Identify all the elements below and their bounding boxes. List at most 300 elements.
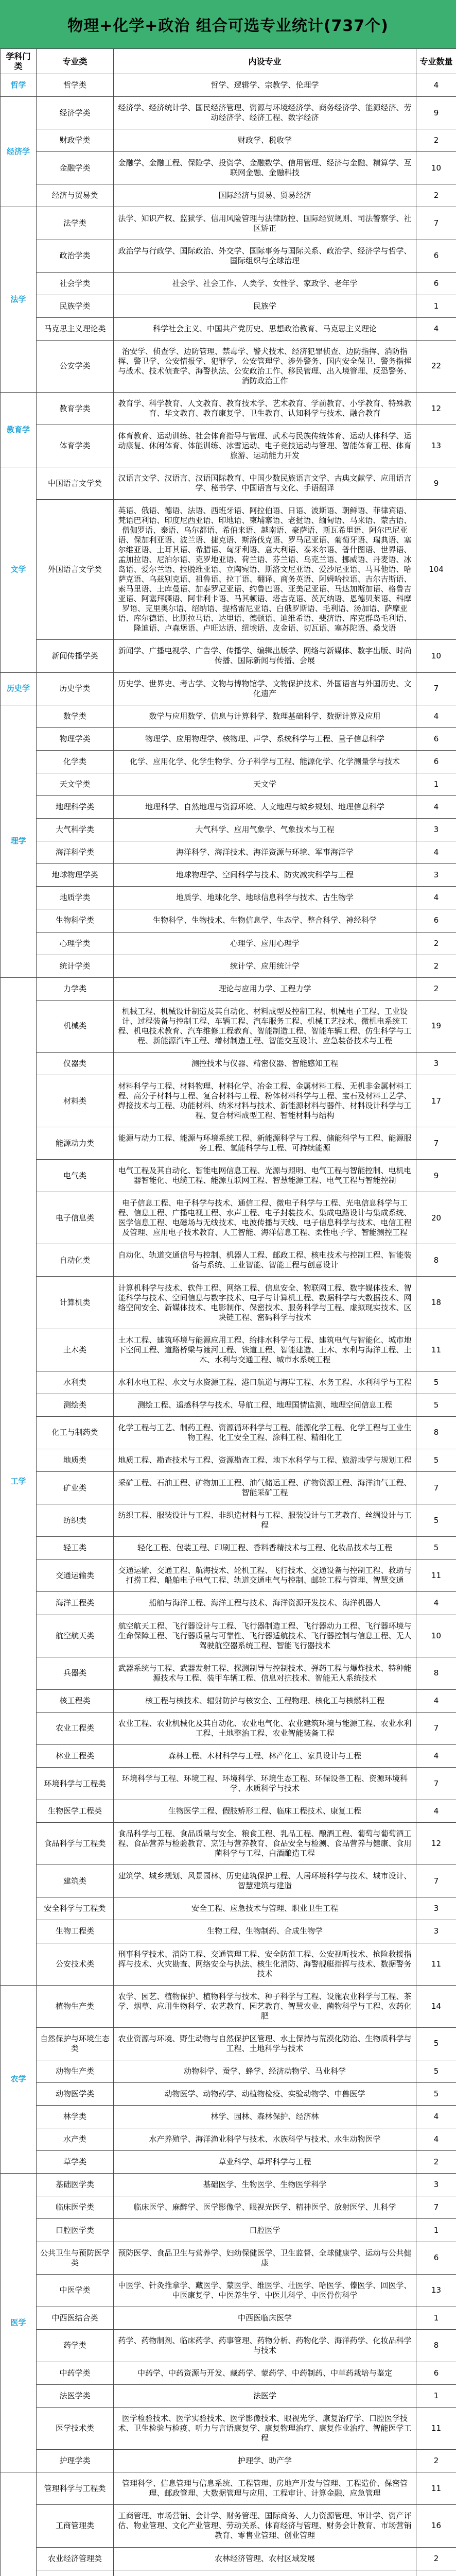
majors-cell: 地质学、地球化学、地球信息科学与技术、古生物学 <box>114 887 416 909</box>
header-count: 专业数量 <box>416 49 456 74</box>
table-row <box>1 2128 456 2151</box>
majors-cell: 食品科学与工程、食品质量与安全、粮食工程、乳品工程、酿酒工程、葡萄与葡萄酒工程、食品营养与检验教育、烹饪与营养教育、食品安全与检测、食品营养与健康、食用菌科学与工程、白酒酿造工程 <box>114 1823 416 1865</box>
majors-cell: 建筑学、城乡规划、风景园林、历史建筑保护工程、人居环境科学与技术、城市设计、智慧建筑与建造 <box>114 1865 416 1897</box>
table-row <box>1 672 456 705</box>
major-class-cell: 统计学类 <box>37 955 114 977</box>
table-row <box>1 1712 456 1744</box>
table-row <box>1 2385 456 2408</box>
majors-cell: 船舶与海洋工程、海洋工程与技术、海洋资源开发技术、海洋机器人 <box>114 1592 416 1615</box>
majors-cell: 森林工程、木材科学与工程、林产化工、家具设计与工程 <box>114 1744 416 1767</box>
majors-cell: 电子信息工程、电子科学与技术、通信工程、微电子科学与工程、光电信息科学与工程、信息工程、广播电视工程、水声工程、电子封装技术、集成电路设计与集成系统、医学信息工程、电磁场与无线技术、电波传播与天线、电子信息科学与技术、电信工程及管理、应用电子技术教育、人工智能、海洋信息工程、柔性电子学、智能测控工程 <box>114 1192 416 1244</box>
count-cell: 4 <box>416 317 456 340</box>
major-class-cell: 地球物理学类 <box>37 864 114 887</box>
majors-cell: 化学、应用化学、化学生物学、分子科学与工程、能源化学、化学测量学与技术 <box>114 750 416 773</box>
count-cell: 10 <box>416 640 456 672</box>
majors-cell: 社会学、社会工作、人类学、女性学、家政学、老年学 <box>114 272 416 295</box>
majors-cell: 天文学 <box>114 773 416 795</box>
major-class-cell: 心理学类 <box>37 932 114 955</box>
count-cell: 2 <box>416 129 456 152</box>
major-class-cell: 自然保护与环境生态类 <box>37 2027 114 2060</box>
count-cell: 1 <box>416 2307 456 2329</box>
majors-cell: 化学工程与工艺、制药工程、资源循环科学与工程、能源化学工程、化学工程与工业生物工程、化工安全工程、涂料工程、精细化工 <box>114 1416 416 1449</box>
majors-cell: 采矿工程、石油工程、矿物加工工程、油气储运工程、矿物资源工程、海洋油气工程、智能采矿工程 <box>114 1472 416 1504</box>
major-class-cell: 农业工程类 <box>37 1712 114 1744</box>
major-class-cell: 草学类 <box>37 2151 114 2174</box>
major-statistics-table <box>0 48 456 2576</box>
count-cell: 4 <box>416 795 456 818</box>
count-cell: 4 <box>416 2128 456 2151</box>
table-row <box>1 1744 456 1767</box>
table-row <box>1 977 456 1000</box>
discipline-cell: 法学 <box>1 207 37 393</box>
table-row <box>1 74 456 97</box>
table-row <box>1 1052 456 1075</box>
major-class-cell: 核工程类 <box>37 1689 114 1712</box>
majors-cell: 财政学、税收学 <box>114 129 416 152</box>
major-class-cell: 地质类 <box>37 1449 114 1471</box>
major-class-cell: 数学类 <box>37 705 114 727</box>
major-class-cell: 林业工程类 <box>37 1744 114 1767</box>
table-row <box>1 1075 456 1127</box>
header-row <box>1 49 456 74</box>
table-row <box>1 1472 456 1504</box>
majors-cell: 民族学 <box>114 295 416 317</box>
major-class-cell: 口腔医学类 <box>37 2219 114 2242</box>
count-cell: 11 <box>416 2472 456 2505</box>
majors-cell: 纺织工程、服装设计与工程、非织造材料与工程、服装设计与工艺教育、丝绸设计与工程 <box>114 1504 416 1537</box>
count-cell: 7 <box>416 1127 456 1160</box>
table-row <box>1 295 456 317</box>
majors-cell: 科学社会主义、中国共产党历史、思想政治教育、马克思主义理论 <box>114 317 416 340</box>
table-row <box>1 1823 456 1865</box>
major-class-cell: 自动化类 <box>37 1244 114 1277</box>
table-row <box>1 2174 456 2196</box>
table-row <box>1 932 456 955</box>
major-class-cell: 医学技术类 <box>37 2408 114 2450</box>
count-cell: 1 <box>416 2385 456 2408</box>
major-class-cell: 中国语言文学类 <box>37 467 114 500</box>
count-cell: 2 <box>416 977 456 1000</box>
count-cell: 7 <box>416 2196 456 2219</box>
header-discipline: 学科门类 <box>1 49 37 74</box>
majors-cell: 水产养殖学、海洋渔业科学与技术、水族科学与技术、水生动物医学 <box>114 2128 416 2151</box>
major-class-cell: 测绘类 <box>37 1394 114 1416</box>
discipline-cell: 理学 <box>1 705 37 977</box>
table-row <box>1 1767 456 1800</box>
count-cell: 17 <box>416 1075 456 1127</box>
table-row <box>1 2027 456 2060</box>
table-row <box>1 1920 456 1943</box>
major-class-cell: 外国语言文学类 <box>37 500 114 640</box>
majors-cell: 测控技术与仪器、精密仪器、智能感知工程 <box>114 1052 416 1075</box>
majors-cell: 刑事科学技术、消防工程、交通管理工程、安全防范工程、公安视听技术、抢险救援指挥与技术、火灾勘查、网络安全与执法、核生化消防、海警舰艇指挥与技术、数据警务技术 <box>114 1943 416 1985</box>
major-class-cell: 地质学类 <box>37 887 114 909</box>
discipline-cell: 历史学 <box>1 672 37 705</box>
table-row <box>1 207 456 240</box>
table-row <box>1 1560 456 1592</box>
major-class-cell: 中西医结合类 <box>37 2307 114 2329</box>
count-cell: 7 <box>416 672 456 705</box>
majors-cell: 交通运输、交通工程、航海技术、轮机工程、飞行技术、交通设备与控制工程、救助与打捞工程、船舶电子电气工程、轨道交通电气与控制、邮轮工程与管理、智慧交通 <box>114 1560 416 1592</box>
majors-cell: 材料科学与工程、材料物理、材料化学、冶金工程、金属材料工程、无机非金属材料工程、高分子材料与工程、复合材料与工程、粉体材料科学与工程、宝石及材料工艺学、焊接技术与工程、功能材料、纳米材料与技术、新能源材料与器件、材料设计科学与工程、复合材料成型工程、智能材料与结构 <box>114 1075 416 1127</box>
table-row <box>1 1657 456 1689</box>
majors-cell: 草业科学、草坪科学与工程 <box>114 2151 416 2174</box>
table-row <box>1 1504 456 1537</box>
major-class-cell: 能源动力类 <box>37 1127 114 1160</box>
major-class-cell: 机械类 <box>37 1000 114 1052</box>
count-cell: 3 <box>416 864 456 887</box>
majors-cell: 核工程与核技术、辐射防护与核安全、工程物理、核化工与核燃料工程 <box>114 1689 416 1712</box>
majors-cell: 临床医学、麻醉学、医学影像学、眼视光医学、精神医学、放射医学、儿科学 <box>114 2196 416 2219</box>
majors-cell: 海洋科学、海洋技术、海洋资源与环境、军事海洋学 <box>114 841 416 864</box>
table-row <box>1 500 456 640</box>
major-class-cell: 动物生产类 <box>37 2060 114 2082</box>
majors-cell: 历史学、世界史、考古学、文物与博物馆学、文物保护技术、外国语言与外国历史、文化遗产 <box>114 672 416 705</box>
majors-cell: 心理学、应用心理学 <box>114 932 416 955</box>
count-cell: 104 <box>416 500 456 640</box>
majors-cell: 治安学、侦查学、边防管理、禁毒学、警犬技术、经济犯罪侦查、边防指挥、消防指挥、警卫学、公安情报学、犯罪学、公安管理学、涉外警务、国内安全保卫、警务指挥与战术、技术侦查学、海警执法、公安政治工作、移民管理、出入境管理、反恐警务、消防政治工作 <box>114 340 416 392</box>
count-cell: 12 <box>416 1823 456 1865</box>
table-row <box>1 1592 456 1615</box>
majors-cell: 农业工程、农业机械化及其自动化、农业电气化、农业建筑环境与能源工程、农业水利工程、土地整治工程、农业智能装备工程 <box>114 1712 416 1744</box>
count-cell: 9 <box>416 97 456 129</box>
major-class-cell: 环境科学与工程类 <box>37 1767 114 1800</box>
table-row <box>1 640 456 672</box>
majors-cell: 护理学、助产学 <box>114 2450 416 2472</box>
table-row <box>1 467 456 500</box>
header-major-class: 专业类 <box>37 49 114 74</box>
majors-cell: 林学、园林、森林保护、经济林 <box>114 2106 416 2128</box>
table-row <box>1 152 456 184</box>
majors-cell: 中药学、中药资源与开发、藏药学、蒙药学、中药制药、中草药栽培与鉴定 <box>114 2362 416 2384</box>
majors-cell: 航空航天工程、飞行器设计与工程、飞行器制造工程、飞行器动力工程、飞行器环境与生命保障工程、飞行器质量与可靠性、飞行器适航技术、飞行器控制与信息工程、无人驾驶航空器系统工程、智能飞行器技术 <box>114 1615 416 1657</box>
table-row <box>1 1277 456 1329</box>
table-row <box>1 1897 456 1920</box>
major-class-cell <box>37 2570 114 2576</box>
majors-cell: 水利水电工程、水文与水资源工程、港口航道与海岸工程、水务工程、水利科学与工程 <box>114 1371 416 1394</box>
table-row <box>1 1615 456 1657</box>
count-cell: 6 <box>416 240 456 272</box>
major-class-cell: 中医学类 <box>37 2274 114 2307</box>
majors-cell: 农学、园艺、植物保护、植物科学与技术、种子科学与工程、设施农业科学与工程、茶学、烟草、应用生物科学、农艺教育、园艺教育、智慧农业、菌物科学与工程、农药化肥 <box>114 1985 416 2027</box>
majors-cell: 土木工程、建筑环境与能源应用工程、给排水科学与工程、建筑电气与智能化、城市地下空间工程、道路桥梁与渡河工程、铁道工程、智能建造、土木、水利与海洋工程、土木、水利与交通工程、城市水系统工程 <box>114 1329 416 1371</box>
table-row <box>1 841 456 864</box>
majors-cell: 轻化工程、包装工程、印刷工程、香料香精技术与工程、化妆品技术与工程 <box>114 1537 416 1560</box>
majors-cell: 经济学、经济统计学、国民经济管理、资源与环境经济学、商务经济学、能源经济、劳动经济学、经济工程、数字经济 <box>114 97 416 129</box>
count-cell: 1 <box>416 295 456 317</box>
table-row <box>1 2408 456 2450</box>
count-cell: 13 <box>416 425 456 467</box>
count-cell: 9 <box>416 1160 456 1192</box>
table-row <box>1 2082 456 2105</box>
table-row <box>1 1192 456 1244</box>
majors-cell: 体育教育、运动训练、社会体育指导与管理、武术与民族传统体育、运动人体科学、运动康复、休闲体育、体能训练、冰雪运动、电子竞技运动与管理、智能体育工程、体育旅游、运动能力开发 <box>114 425 416 467</box>
table-row <box>1 184 456 207</box>
major-class-cell: 矿业类 <box>37 1472 114 1504</box>
count-cell: 4 <box>416 74 456 97</box>
table-row <box>1 2307 456 2329</box>
majors-cell: 金融学、金融工程、保险学、投资学、金融数学、信用管理、经济与金融、精算学、互联网金融、金融科技 <box>114 152 416 184</box>
count-cell: 18 <box>416 1277 456 1329</box>
major-class-cell: 护理学类 <box>37 2450 114 2472</box>
major-class-cell: 经济学类 <box>37 97 114 129</box>
majors-cell: 教育学、科学教育、人文教育、教育技术学、艺术教育、学前教育、小学教育、特殊教育、华文教育、教育康复学、卫生教育、认知科学与技术、融合教育 <box>114 393 416 425</box>
major-class-cell: 化工与制药类 <box>37 1416 114 1449</box>
table-row <box>1 1537 456 1560</box>
count-cell: 5 <box>416 1537 456 1560</box>
table-row <box>1 864 456 887</box>
majors-cell: 中医学、针灸推拿学、藏医学、蒙医学、维医学、壮医学、哈医学、傣医学、回医学、中医康复学、中医养生学、中医儿科学、中医骨伤科学 <box>114 2274 416 2307</box>
majors-cell: 能源与动力工程、能源与环境系统工程、新能源科学与工程、储能科学与工程、能源服务工程、氢能科学与工程、可持续能源 <box>114 1127 416 1160</box>
count-cell: 4 <box>416 1744 456 1767</box>
major-class-cell: 新闻传播学类 <box>37 640 114 672</box>
table-row <box>1 393 456 425</box>
table-row <box>1 1000 456 1052</box>
majors-cell: 英语、俄语、德语、法语、西班牙语、阿拉伯语、日语、波斯语、朝鲜语、菲律宾语、梵语巴利语、印度尼西亚语、印地语、柬埔寨语、老挝语、缅甸语、马来语、蒙古语、僧伽罗语、泰语、乌尔都语、希伯来语、越南语、豪萨语、斯瓦希里语、阿尔巴尼亚语、保加利亚语、波兰语、捷克语、斯洛伐克语、罗马尼亚语、葡萄牙语、瑞典语、塞尔维亚语、土耳其语、希腊语、匈牙利语、意大利语、泰米尔语、普什图语、世界语、孟加拉语、尼泊尔语、克罗地亚语、荷兰语、芬兰语、乌克兰语、挪威语、丹麦语、冰岛语、爱尔兰语、拉脱维亚语、立陶宛语、斯洛文尼亚语、爱沙尼亚语、马耳他语、哈萨克语、乌兹别克语、祖鲁语、拉丁语、翻译、商务英语、阿姆哈拉语、吉尔吉斯语、索马里语、土库曼语、加泰罗尼亚语、约鲁巴语、亚美尼亚语、马达加斯加语、格鲁吉亚语、阿塞拜疆语、阿非利卡语、马其顿语、塔吉克语、茨瓦纳语、恩德贝莱语、科摩罗语、克里奥尔语、绍纳语、提格雷尼亚语、白俄罗斯语、毛利语、汤加语、萨摩亚语、库尔德语、比斯拉马语、达里语、德顿语、迪维希语、斐济语、库克群岛毛利语、隆迪语、卢森堡语、卢旺达语、纽埃语、皮金语、切瓦语、塞苏陀语、桑戈语 <box>114 500 416 640</box>
table-row <box>1 1449 456 1471</box>
majors-cell: 地球物理学、空间科学与技术、防灾减灾科学与工程 <box>114 864 416 887</box>
table-row <box>1 1160 456 1192</box>
majors-cell: 安全工程、应急技术与管理、职业卫生工程 <box>114 1897 416 1920</box>
majors-cell: 医学检验技术、医学实验技术、医学影像技术、眼视光学、康复治疗学、口腔医学技术、卫生检验与检疫、听力与言语康复学、康复物理治疗、康复作业治疗、智能医学工程 <box>114 2408 416 2450</box>
table-row <box>1 795 456 818</box>
table-row <box>1 2570 456 2576</box>
majors-cell: 口腔医学 <box>114 2219 416 2242</box>
table-row <box>1 272 456 295</box>
major-class-cell: 航空航天类 <box>37 1615 114 1657</box>
majors-cell: 动物医学、动物药学、动植物检疫、实验动物学、中兽医学 <box>114 2082 416 2105</box>
table-row <box>1 819 456 841</box>
table-row <box>1 955 456 977</box>
table-row <box>1 2196 456 2219</box>
count-cell: 4 <box>416 1689 456 1712</box>
major-class-cell: 马克思主义理论类 <box>37 317 114 340</box>
major-class-cell: 农业经济管理类 <box>37 2547 114 2570</box>
major-class-cell: 历史学类 <box>37 672 114 705</box>
major-class-cell: 法医学类 <box>37 2385 114 2408</box>
count-cell: 5 <box>416 2060 456 2082</box>
majors-cell: 汉语言文学、汉语言、汉语国际教育、中国少数民族语言文学、古典文献学、应用语言学、秘书学、中国语言与文化、手语翻译 <box>114 467 416 500</box>
count-cell: 4 <box>416 1592 456 1615</box>
count-cell: 2 <box>416 955 456 977</box>
major-class-cell: 生物科学类 <box>37 909 114 932</box>
count-cell: 1 <box>416 773 456 795</box>
table-row <box>1 1394 456 1416</box>
major-class-cell: 公安技术类 <box>37 1943 114 1985</box>
count-cell: 8 <box>416 1416 456 1449</box>
header-majors: 内设专业 <box>114 49 416 74</box>
table-row <box>1 240 456 272</box>
major-class-cell: 交通运输类 <box>37 1560 114 1592</box>
count-cell: 2 <box>416 932 456 955</box>
count-cell: 6 <box>416 2362 456 2384</box>
majors-cell: 国际经济与贸易、贸易经济 <box>114 184 416 207</box>
count-cell: 11 <box>416 2408 456 2450</box>
major-class-cell: 公安学类 <box>37 340 114 392</box>
count-cell: 3 <box>416 1052 456 1075</box>
majors-cell: 数学与应用数学、信息与计算科学、数理基础科学、数据计算及应用 <box>114 705 416 727</box>
table-row <box>1 97 456 129</box>
count-cell: 3 <box>416 819 456 841</box>
major-class-cell: 临床医学类 <box>37 2196 114 2219</box>
major-class-cell: 天文学类 <box>37 773 114 795</box>
majors-cell: 法学、知识产权、监狱学、信用风险管理与法律防控、国际经贸规则、司法警察学、社区矫正 <box>114 207 416 240</box>
table-row <box>1 750 456 773</box>
count-cell <box>416 2570 456 2576</box>
major-class-cell: 中药学类 <box>37 2362 114 2384</box>
table-row <box>1 1329 456 1371</box>
majors-cell: 农林经济管理、农村区域发展 <box>114 2547 416 2570</box>
table-row <box>1 2362 456 2384</box>
major-class-cell: 水产类 <box>37 2128 114 2151</box>
count-cell: 3 <box>416 2174 456 2196</box>
count-cell: 6 <box>416 727 456 750</box>
count-cell: 8 <box>416 1657 456 1689</box>
table-body <box>1 74 456 2576</box>
count-cell: 10 <box>416 152 456 184</box>
majors-cell: 哲学、逻辑学、宗教学、伦理学 <box>114 74 416 97</box>
table-row <box>1 2242 456 2274</box>
table-row <box>1 317 456 340</box>
count-cell: 6 <box>416 909 456 932</box>
majors-cell: 地质工程、勘查技术与工程、资源勘查工程、地下水科学与工程、旅游地学与规划工程 <box>114 1449 416 1471</box>
count-cell: 11 <box>416 1329 456 1371</box>
count-cell: 9 <box>416 467 456 500</box>
majors-cell: 统计学、应用统计学 <box>114 955 416 977</box>
majors-cell: 测绘工程、遥感科学与技术、导航工程、地理国情监测、地理空间信息工程 <box>114 1394 416 1416</box>
count-cell: 13 <box>416 2274 456 2307</box>
major-class-cell: 体育学类 <box>37 425 114 467</box>
major-class-cell: 财政学类 <box>37 129 114 152</box>
table-row <box>1 1689 456 1712</box>
count-cell: 2 <box>416 184 456 207</box>
count-cell: 2 <box>416 2450 456 2472</box>
discipline-cell: 农学 <box>1 1985 37 2174</box>
count-cell: 3 <box>416 1897 456 1920</box>
majors-cell: 基础医学、生物医学、生物医学科学 <box>114 2174 416 2196</box>
major-class-cell: 管理科学与工程类 <box>37 2472 114 2505</box>
majors-cell: 物理学、应用物理学、核物理、声学、系统科学与工程、量子信息科学 <box>114 727 416 750</box>
table-row <box>1 340 456 392</box>
discipline-cell: 教育学 <box>1 393 37 467</box>
count-cell: 4 <box>416 841 456 864</box>
count-cell: 5 <box>416 1449 456 1471</box>
major-class-cell: 建筑类 <box>37 1865 114 1897</box>
major-class-cell: 法学类 <box>37 207 114 240</box>
table-row <box>1 1244 456 1277</box>
discipline-cell: 工学 <box>1 977 37 1985</box>
table-row <box>1 2329 456 2362</box>
table-row <box>1 1127 456 1160</box>
major-class-cell: 基础医学类 <box>37 2174 114 2196</box>
count-cell: 6 <box>416 750 456 773</box>
major-class-cell: 兵器类 <box>37 1657 114 1689</box>
major-class-cell: 动物医学类 <box>37 2082 114 2105</box>
major-class-cell: 政治学类 <box>37 240 114 272</box>
majors-cell: 政治学与行政学、国际政治、外交学、国际事务与国际关系、政治学、经济学与哲学、国际组织与全球治理 <box>114 240 416 272</box>
table-row <box>1 2547 456 2570</box>
major-class-cell: 林学类 <box>37 2106 114 2128</box>
majors-cell: 生物工程、生物制药、合成生物学 <box>114 1920 416 1943</box>
table-row <box>1 1985 456 2027</box>
major-class-cell: 电气类 <box>37 1160 114 1192</box>
table-row <box>1 1943 456 1985</box>
count-cell: 6 <box>416 272 456 295</box>
count-cell: 5 <box>416 1504 456 1537</box>
table-row <box>1 2151 456 2174</box>
majors-cell: 中西医临床医学 <box>114 2307 416 2329</box>
majors-cell: 农业资源与环境、野生动物与自然保护区管理、水土保持与荒漠化防治、生物质科学与工程、土地科学与技术 <box>114 2027 416 2060</box>
table-row <box>1 1371 456 1394</box>
discipline-cell <box>1 2472 37 2576</box>
count-cell: 20 <box>416 1192 456 1244</box>
majors-cell: 地理科学、自然地理与资源环境、人文地理与城乡规划、地理信息科学 <box>114 795 416 818</box>
table-row <box>1 2505 456 2547</box>
major-class-cell: 地理科学类 <box>37 795 114 818</box>
major-class-cell: 安全科学与工程类 <box>37 1897 114 1920</box>
count-cell: 19 <box>416 1000 456 1052</box>
majors-cell: 武器系统与工程、武器发射工程、探测制导与控制技术、弹药工程与爆炸技术、特种能源技术与工程、装甲车辆工程、信息对抗技术、智能无人系统技术 <box>114 1657 416 1689</box>
major-class-cell: 公共卫生与预防医学类 <box>37 2242 114 2274</box>
major-class-cell: 纺织类 <box>37 1504 114 1537</box>
count-cell: 4 <box>416 887 456 909</box>
count-cell: 7 <box>416 1865 456 1897</box>
major-class-cell: 金融学类 <box>37 152 114 184</box>
major-class-cell: 生物工程类 <box>37 1920 114 1943</box>
major-class-cell: 电子信息类 <box>37 1192 114 1244</box>
major-class-cell: 力学类 <box>37 977 114 1000</box>
count-cell: 8 <box>416 2329 456 2362</box>
majors-cell: 大气科学、应用气象学、气象技术与工程 <box>114 819 416 841</box>
table-row <box>1 2450 456 2472</box>
major-class-cell: 化学类 <box>37 750 114 773</box>
count-cell: 7 <box>416 1712 456 1744</box>
major-class-cell: 教育学类 <box>37 393 114 425</box>
count-cell: 5 <box>416 1394 456 1416</box>
table-row <box>1 2472 456 2505</box>
count-cell: 6 <box>416 2242 456 2274</box>
majors-cell: 机械工程、机械设计制造及其自动化、材料成型及控制工程、机械电子工程、工业设计、过程装备与控制工程、车辆工程、汽车服务工程、机械工艺技术、微机电系统工程、机电技术教育、汽车维修工程教育、智能制造工程、智能车辆工程、仿生科学与工程、新能源汽车工程、增材制造工程、智能交互设计、应急装备技术与工程 <box>114 1000 416 1052</box>
majors-cell <box>114 2570 416 2576</box>
table-row <box>1 909 456 932</box>
major-class-cell: 水利类 <box>37 1371 114 1394</box>
major-class-cell: 哲学类 <box>37 74 114 97</box>
count-cell: 7 <box>416 1472 456 1504</box>
majors-cell: 管理科学、信息管理与信息系统、工程管理、房地产开发与管理、工程造价、保密管理、邮政管理、大数据管理与应用、工程审计、计算金融、应急管理 <box>114 2472 416 2505</box>
major-class-cell: 物理学类 <box>37 727 114 750</box>
table-row <box>1 129 456 152</box>
count-cell: 22 <box>416 340 456 392</box>
count-cell: 14 <box>416 1985 456 2027</box>
count-cell: 5 <box>416 1371 456 1394</box>
major-class-cell: 仪器类 <box>37 1052 114 1075</box>
table-row <box>1 727 456 750</box>
major-class-cell: 生物医学工程类 <box>37 1800 114 1823</box>
count-cell: 2 <box>416 2547 456 2570</box>
count-cell: 11 <box>416 1560 456 1592</box>
table-row <box>1 2219 456 2242</box>
majors-cell: 动物科学、蚕学、蜂学、经济动物学、马业科学 <box>114 2060 416 2082</box>
major-class-cell: 民族学类 <box>37 295 114 317</box>
majors-cell: 环境科学与工程、环境工程、环境科学、环境生态工程、环保设备工程、资源环境科学、水质科学与技术 <box>114 1767 416 1800</box>
major-class-cell: 海洋工程类 <box>37 1592 114 1615</box>
count-cell: 10 <box>416 1615 456 1657</box>
table-row <box>1 425 456 467</box>
majors-cell: 预防医学、食品卫生与营养学、妇幼保健医学、卫生监督、全球健康学、运动与公共健康 <box>114 2242 416 2274</box>
major-class-cell: 植物生产类 <box>37 1985 114 2027</box>
majors-cell: 生物科学、生物技术、生物信息学、生态学、整合科学、神经科学 <box>114 909 416 932</box>
major-class-cell: 海洋科学类 <box>37 841 114 864</box>
